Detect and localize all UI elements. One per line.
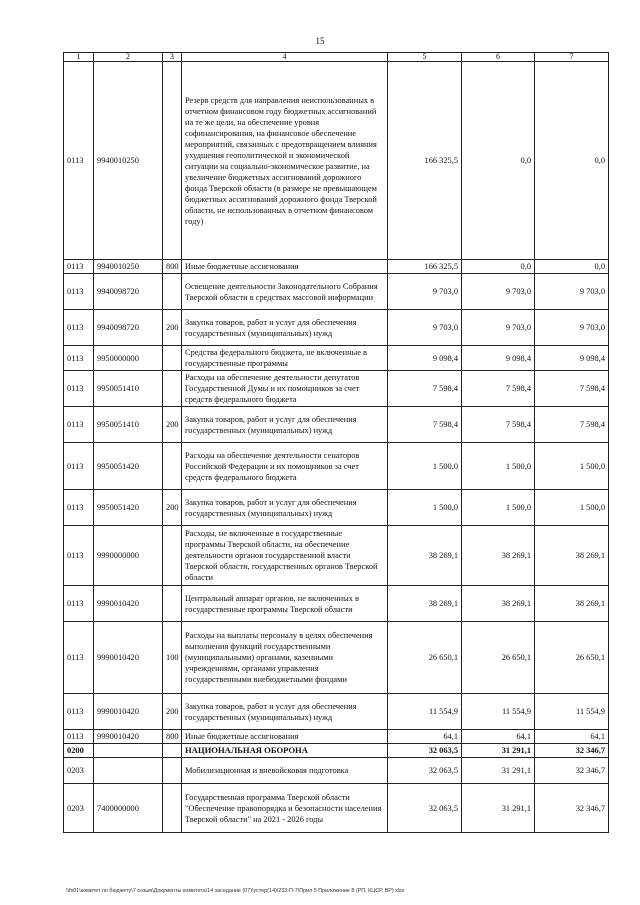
column-header: 4: [182, 53, 388, 62]
section-code: 0113: [64, 346, 94, 371]
target-article-code: [94, 758, 163, 784]
target-article-code: 9950000000: [94, 346, 163, 371]
amount-year-1: 32 063,5: [388, 784, 462, 833]
amount-year-1: 9 098,4: [388, 346, 462, 371]
table-row: [64, 730, 609, 744]
amount-year-3: 1 500,0: [535, 490, 609, 526]
description: Иные бюджетные ассигнования: [182, 730, 388, 744]
expense-type-code: 200: [163, 490, 182, 526]
description: НАЦИОНАЛЬНАЯ ОБОРОНА: [182, 744, 388, 758]
description: Расходы на выплаты персоналу в целях обеспечения выполнения функций государственными (муниципальными) органами, казенными учреждениями, органами управления государственными внебюджетными фондами: [182, 622, 388, 694]
expense-type-code: [163, 346, 182, 371]
section-code: 0113: [64, 694, 94, 730]
expense-type-code: 200: [163, 407, 182, 443]
description: Средства федерального бюджета, не включенные в государственные программы: [182, 346, 388, 371]
expense-type-code: 800: [163, 260, 182, 274]
description: Расходы на обеспечение деятельности депутатов Государственной Думы и их помощников за счет средств федерального бюджета: [182, 371, 388, 407]
section-code: 0113: [64, 586, 94, 622]
amount-year-2: 1 500,0: [462, 443, 535, 490]
description: Закупка товаров, работ и услуг для обеспечения государственных (муниципальных) нужд: [182, 694, 388, 730]
amount-year-3: 9 703,0: [535, 274, 609, 310]
amount-year-1: 7 598,4: [388, 407, 462, 443]
amount-year-1: 32 063,5: [388, 758, 462, 784]
amount-year-1: 7 598,4: [388, 371, 462, 407]
amount-year-1: 38 269,1: [388, 586, 462, 622]
amount-year-3: 32 346,7: [535, 744, 609, 758]
target-article-code: 9940010250: [94, 62, 163, 260]
expense-type-code: [163, 62, 182, 260]
amount-year-3: 32 346,7: [535, 784, 609, 833]
section-code: 0113: [64, 274, 94, 310]
amount-year-1: 1 500,0: [388, 443, 462, 490]
target-article-code: 9950051410: [94, 407, 163, 443]
target-article-code: 9990010420: [94, 586, 163, 622]
table-row: [64, 694, 609, 730]
amount-year-2: 31 291,1: [462, 784, 535, 833]
amount-year-3: 1 500,0: [535, 443, 609, 490]
table-row: [64, 744, 609, 758]
table-row: [64, 622, 609, 694]
page-number: 15: [315, 36, 325, 46]
expense-type-code: [163, 371, 182, 407]
amount-year-2: 38 269,1: [462, 586, 535, 622]
amount-year-1: 1 500,0: [388, 490, 462, 526]
expense-type-code: [163, 443, 182, 490]
description: Расходы на обеспечение деятельности сенаторов Российской Федерации и их помощников за счет средств федерального бюджета: [182, 443, 388, 490]
target-article-code: 9940010250: [94, 260, 163, 274]
amount-year-2: 9 703,0: [462, 274, 535, 310]
amount-year-2: 0,0: [462, 62, 535, 260]
column-header: 6: [462, 53, 535, 62]
section-code: 0113: [64, 490, 94, 526]
expense-type-code: [163, 526, 182, 586]
amount-year-1: 26 650,1: [388, 622, 462, 694]
amount-year-2: 31 291,1: [462, 758, 535, 784]
table-row: [64, 586, 609, 622]
section-code: 0203: [64, 758, 94, 784]
amount-year-1: 32 063,5: [388, 744, 462, 758]
table-row: [64, 260, 609, 274]
amount-year-3: 7 598,4: [535, 371, 609, 407]
target-article-code: 9990010420: [94, 694, 163, 730]
description: Освещение деятельности Законодательного Собрания Тверской области в средствах массовой информации: [182, 274, 388, 310]
amount-year-3: 0,0: [535, 260, 609, 274]
description: Мобилизационная и вневойсковая подготовка: [182, 758, 388, 784]
description: Закупка товаров, работ и услуг для обеспечения государственных (муниципальных) нужд: [182, 310, 388, 346]
expense-type-code: 100: [163, 622, 182, 694]
amount-year-2: 64,1: [462, 730, 535, 744]
column-header: 7: [535, 53, 609, 62]
expense-type-code: [163, 744, 182, 758]
amount-year-3: 11 554,9: [535, 694, 609, 730]
amount-year-3: 0,0: [535, 62, 609, 260]
section-code: 0113: [64, 310, 94, 346]
description: Закупка товаров, работ и услуг для обеспечения государственных (муниципальных) нужд: [182, 407, 388, 443]
column-number-row: [64, 53, 609, 62]
target-article-code: 7400000000: [94, 784, 163, 833]
expense-type-code: [163, 586, 182, 622]
amount-year-2: 26 650,1: [462, 622, 535, 694]
amount-year-1: 38 269,1: [388, 526, 462, 586]
amount-year-3: 38 269,1: [535, 526, 609, 586]
table-row: [64, 758, 609, 784]
table-row: [64, 490, 609, 526]
target-article-code: 9940098720: [94, 310, 163, 346]
amount-year-3: 38 269,1: [535, 586, 609, 622]
target-article-code: 9950051410: [94, 371, 163, 407]
target-article-code: [94, 744, 163, 758]
amount-year-3: 9 703,0: [535, 310, 609, 346]
table-row: [64, 407, 609, 443]
amount-year-2: 7 598,4: [462, 371, 535, 407]
amount-year-2: 38 269,1: [462, 526, 535, 586]
expense-type-code: 800: [163, 730, 182, 744]
table-row: [64, 310, 609, 346]
section-code: 0113: [64, 407, 94, 443]
amount-year-1: 64,1: [388, 730, 462, 744]
amount-year-3: 32 346,7: [535, 758, 609, 784]
section-code: 0113: [64, 260, 94, 274]
amount-year-1: 166 325,5: [388, 62, 462, 260]
target-article-code: 9990010420: [94, 622, 163, 694]
section-code: 0113: [64, 371, 94, 407]
table-row: [64, 526, 609, 586]
column-header: 2: [94, 53, 163, 62]
target-article-code: 9990010420: [94, 730, 163, 744]
amount-year-3: 26 650,1: [535, 622, 609, 694]
amount-year-2: 7 598,4: [462, 407, 535, 443]
amount-year-1: 9 703,0: [388, 310, 462, 346]
amount-year-1: 11 554,9: [388, 694, 462, 730]
section-code: 0113: [64, 443, 94, 490]
amount-year-3: 64,1: [535, 730, 609, 744]
expense-type-code: [163, 784, 182, 833]
expense-type-code: [163, 758, 182, 784]
file-path-footer: \\fs01\комитет по бюджету\7 созыв\Документы комитета\14 заседание (07)\устер(14)\233-П-7\Прил 5 Приложение 8 (РП, КЦСР, ВР) xlsx: [66, 888, 405, 894]
amount-year-3: 9 098,4: [535, 346, 609, 371]
expense-type-code: 200: [163, 694, 182, 730]
table-row: [64, 62, 609, 260]
target-article-code: 9950051420: [94, 490, 163, 526]
column-header: 1: [64, 53, 94, 62]
expense-type-code: 200: [163, 310, 182, 346]
expense-type-code: [163, 274, 182, 310]
section-code: 0113: [64, 526, 94, 586]
table-row: [64, 784, 609, 833]
section-code: 0113: [64, 62, 94, 260]
section-code: 0113: [64, 730, 94, 744]
target-article-code: 9990000000: [94, 526, 163, 586]
table-row: [64, 371, 609, 407]
description: Иные бюджетные ассигнования: [182, 260, 388, 274]
column-header: 3: [163, 53, 182, 62]
amount-year-2: 31 291,1: [462, 744, 535, 758]
amount-year-2: 11 554,9: [462, 694, 535, 730]
target-article-code: 9940098720: [94, 274, 163, 310]
description: Закупка товаров, работ и услуг для обеспечения государственных (муниципальных) нужд: [182, 490, 388, 526]
description: Расходы, не включенные в государственные программы Тверской области, на обеспечение деятельности органов государственной власти Тверской области, государственных органов Тверской области: [182, 526, 388, 586]
table-row: [64, 274, 609, 310]
description: Центральный аппарат органов, не включенных в государственные программы Тверской области: [182, 586, 388, 622]
amount-year-2: 0,0: [462, 260, 535, 274]
target-article-code: 9950051420: [94, 443, 163, 490]
section-code: 0203: [64, 784, 94, 833]
column-header: 5: [388, 53, 462, 62]
section-code: 0200: [64, 744, 94, 758]
amount-year-3: 7 598,4: [535, 407, 609, 443]
table-row: [64, 443, 609, 490]
amount-year-2: 9 098,4: [462, 346, 535, 371]
table-row: [64, 346, 609, 371]
description: Государственная программа Тверской области "Обеспечение правопорядка и безопасности населения Тверской области" на 2021 - 2026 годы: [182, 784, 388, 833]
budget-table: [63, 52, 609, 833]
amount-year-1: 9 703,0: [388, 274, 462, 310]
amount-year-2: 1 500,0: [462, 490, 535, 526]
amount-year-1: 166 325,5: [388, 260, 462, 274]
amount-year-2: 9 703,0: [462, 310, 535, 346]
description: Резерв средств для направления неиспользованных в отчетном финансовом году бюджетных ассигнований на те же цели, на обеспечение уровня софинансирования, на финансовое обеспечение мероприятий, связанных с предотвращением влияния ухудшения геополитической и экономической ситуации на социально-экономическое развитие, на увеличение бюджетных ассигнований дорожного фонда Тверской области (в размере не превышающем бюджетных ассигнований дорожного фонда Тверской области, не использованных в отчетном финансовом году): [182, 62, 388, 260]
section-code: 0113: [64, 622, 94, 694]
